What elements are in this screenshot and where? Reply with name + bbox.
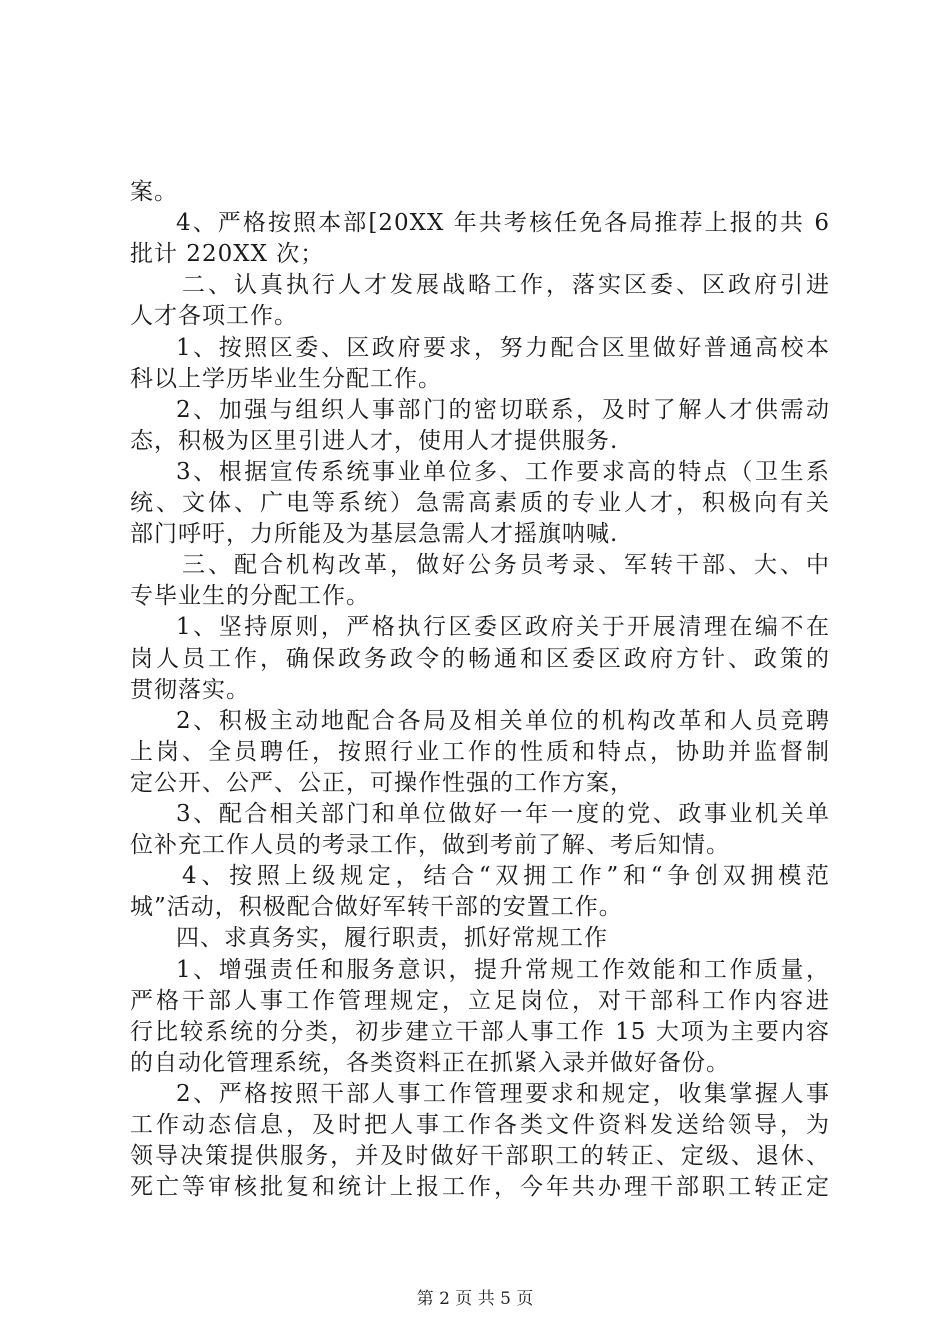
- text-line: 行比较系统的分类，初步建立干部人事工作 15 大项为主要内容: [130, 1018, 830, 1045]
- text-line: 1、坚持原则，严格执行区委区政府关于开展清理在编不在: [176, 614, 830, 641]
- text-line: 科以上学历毕业生分配工作。: [130, 365, 442, 392]
- text-line: 专毕业生的分配工作。: [130, 583, 370, 610]
- text-line: 四、求真务实，履行职责，抓好常规工作: [176, 925, 608, 952]
- page-footer: 第 2 页 共 5 页: [416, 1289, 534, 1309]
- text-line: 部门呼吁，力所能及为基层急需人才摇旗呐喊.: [130, 521, 619, 548]
- text-line: 3、根据宣传系统事业单位多、工作要求高的特点（卫生系: [176, 458, 830, 485]
- text-line: 工作动态信息，及时把人事工作各类文件资料发送给领导，为: [130, 1112, 830, 1138]
- text-line: 三、配合机构改革，做好公务员考录、军转干部、大、中: [182, 552, 830, 579]
- text-line: 1、增强责任和服务意识，提升常规工作效能和工作质量，: [176, 956, 830, 983]
- text-line: 的自动化管理系统，各类资料正在抓紧入录并做好备份。: [130, 1049, 730, 1076]
- text-line: 2、加强与组织人事部门的密切联系，及时了解人才供需动: [176, 396, 830, 423]
- text-line: 贯彻落实。: [130, 676, 250, 703]
- text-line: 批计 220XX 次；: [130, 241, 325, 268]
- text-line: 统、文体、广电等系统）急需高素质的专业人才，积极向有关: [130, 490, 830, 516]
- text-line: 态，积极为区里引进人才，使用人才提供服务.: [130, 427, 619, 454]
- text-line: 上岗、全员聘任，按照行业工作的性质和特点，协助并监督制: [130, 738, 830, 765]
- text-line: 定公开、公严、公正，可操作性强的工作方案，: [130, 769, 634, 796]
- text-line: 案。: [130, 179, 178, 205]
- text-line: 二、认真执行人才发展战略工作，落实区委、区政府引进: [182, 272, 830, 299]
- text-line: 2、严格按照干部人事工作管理要求和规定，收集掌握人事: [176, 1080, 830, 1107]
- text-line: 3、配合相关部门和单位做好一年一度的党、政事业机关单: [176, 801, 830, 827]
- text-line: 死亡等审核批复和统计上报工作，今年共办理干部职工转正定: [130, 1174, 830, 1201]
- text-line: 位补充工作人员的考录工作，做到考前了解、考后知情。: [130, 832, 730, 859]
- text-line: 4、严格按照本部[20XX 年共考核任免各局推荐上报的共 6: [176, 210, 830, 237]
- text-line: 领导决策提供服务，并及时做好干部职工的转正、定级、退休、: [130, 1143, 830, 1170]
- text-line: 4、按照上级规定，结合“双拥工作”和“争创双拥模范: [182, 863, 830, 890]
- text-line: 岗人员工作，确保政务政令的畅通和区委区政府方针、政策的: [130, 645, 830, 672]
- text-line: 1、按照区委、区政府要求，努力配合区里做好普通高校本: [176, 334, 830, 361]
- text-line: 人才各项工作。: [130, 303, 298, 330]
- text-line: 城”活动，积极配合做好军转干部的安置工作。: [130, 894, 623, 921]
- text-line: 2、积极主动地配合各局及相关单位的机构改革和人员竞聘: [176, 707, 830, 734]
- text-line: 严格干部人事工作管理规定，立足岗位，对干部科工作内容进: [130, 987, 830, 1014]
